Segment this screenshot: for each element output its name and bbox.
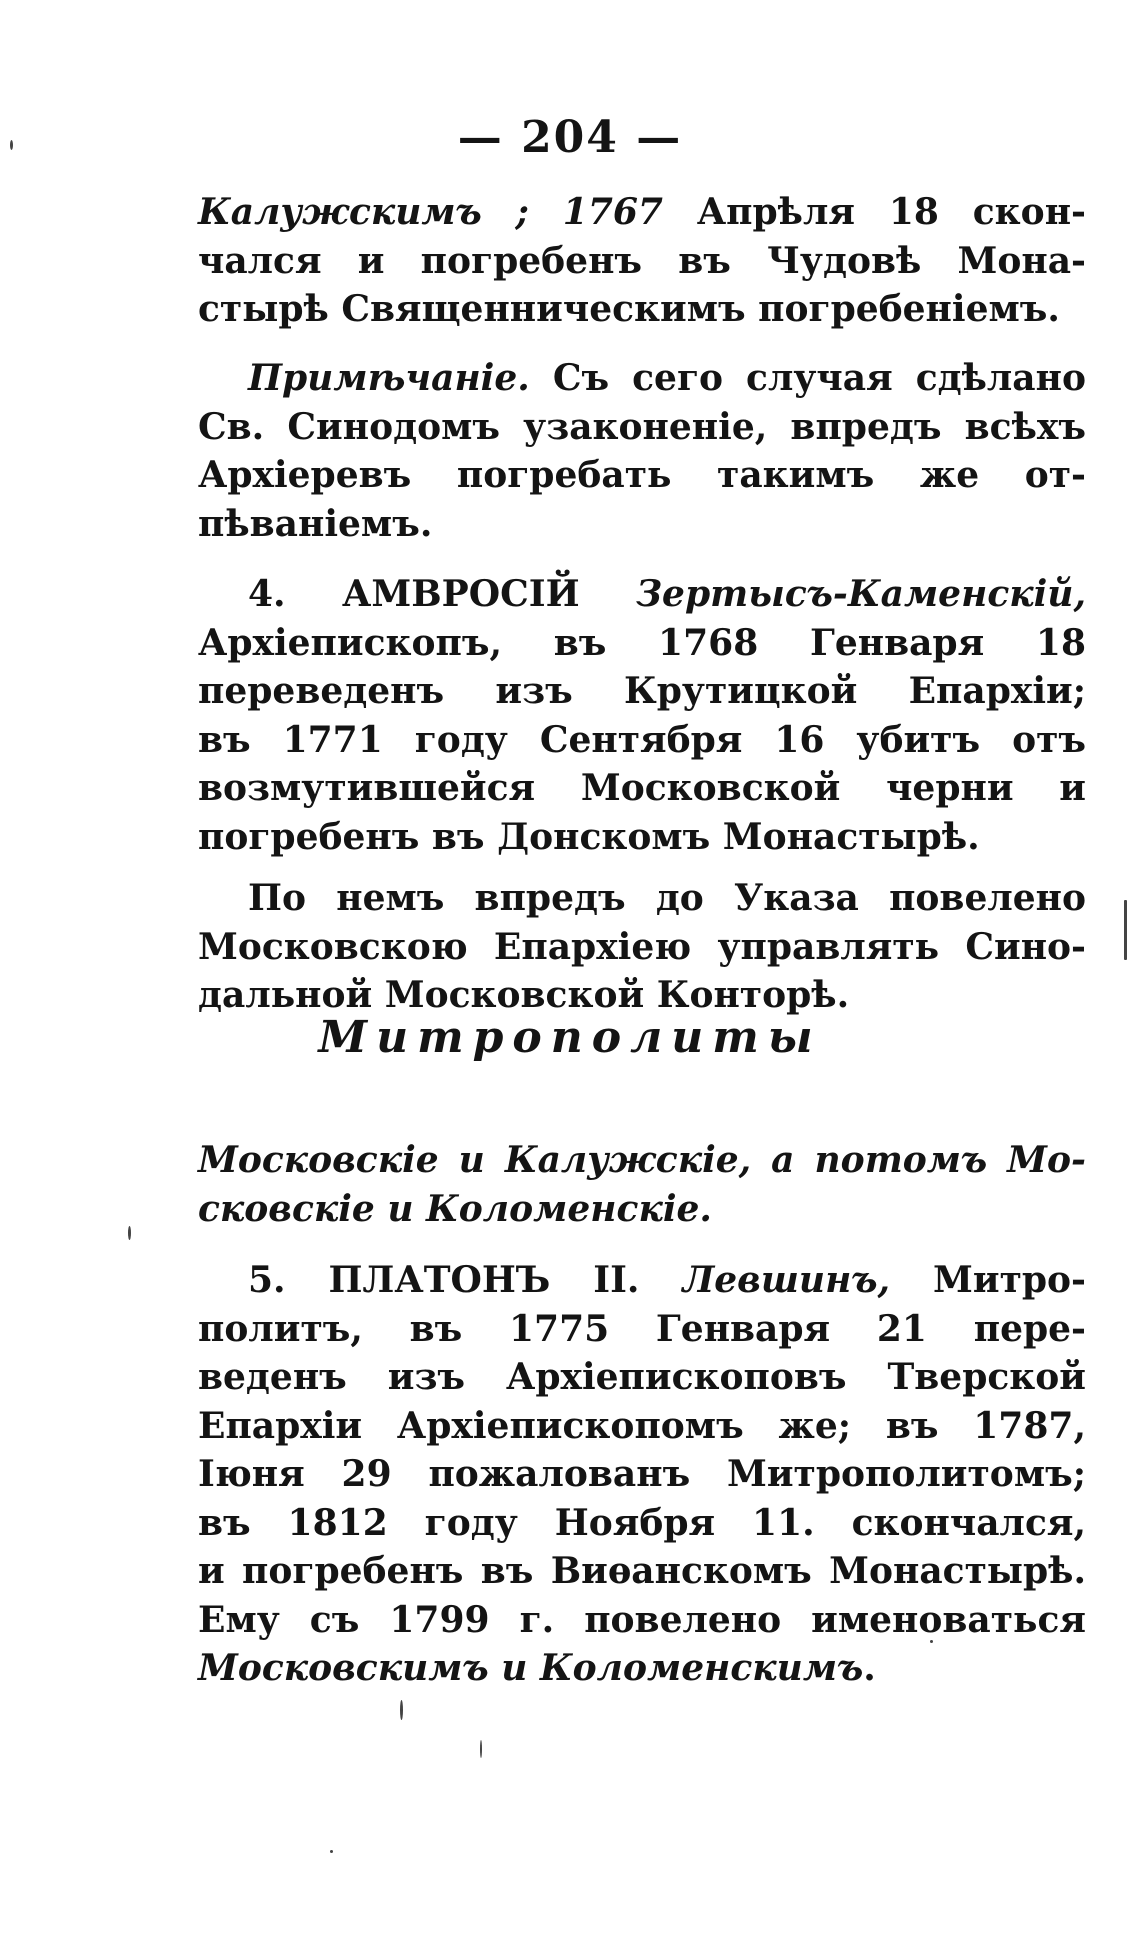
- text-line: По немъ впредъ до Указа повелено: [248, 877, 1086, 919]
- text-line: [198, 1256, 1086, 1305]
- italic-text: Московскимъ и Коломенскимъ: [198, 1647, 864, 1689]
- text-line: въ 1771 году Сентября 16 убитъ отъ: [198, 718, 1086, 761]
- text-line: чался и погребенъ въ Чудовѣ Мона-: [198, 239, 1086, 282]
- scan-speck: [400, 1700, 403, 1720]
- text-line: дальной Московской Конторѣ.: [198, 974, 850, 1016]
- line-text: .: [863, 1647, 876, 1689]
- text-line: [198, 1644, 1086, 1693]
- text-line: стырѣ Священническимъ погребеніемъ.: [198, 288, 1060, 330]
- text-line: погребенъ въ Донскомъ Монастырѣ.: [198, 815, 980, 858]
- text-line: пѣваніемъ.: [198, 502, 433, 545]
- italic-text: Зертысъ-Каменскій,: [636, 573, 1086, 615]
- text-line: политъ, въ 1775 Генваря 21 пере-: [198, 1307, 1086, 1350]
- scan-speck: [930, 1640, 933, 1643]
- text-line: Архіеревъ погребать такимъ же от-: [198, 454, 1086, 496]
- text-line: Епархіи Архіепископомъ же; въ 1787,: [198, 1404, 1086, 1447]
- text-line: [198, 188, 1086, 237]
- text-line: сковскіе и Коломенскіе.: [198, 1187, 712, 1230]
- text-line: возмутившейся Московской черни и: [198, 767, 1086, 809]
- text-line: Ему съ 1799 г. повелено именоваться: [198, 1598, 1086, 1641]
- italic-text: Калужскимъ ; 1767: [198, 191, 663, 233]
- paragraph-platon: [198, 1256, 1086, 1693]
- text-line: переведенъ изъ Крутицкой Епархіи;: [198, 670, 1086, 712]
- scan-speck: [128, 1226, 131, 1240]
- paragraph-kaluzhskim: [198, 188, 1086, 334]
- scan-speck: [480, 1740, 482, 1758]
- line-text: Апрѣля 18 скон-: [696, 191, 1086, 233]
- text-line: Московскою Епархіею управлять Сино-: [198, 925, 1086, 968]
- line-text: 5. ПЛАТОНЪ II.: [248, 1259, 640, 1301]
- text-line: Архіепископъ, въ 1768 Генваря 18: [198, 621, 1086, 664]
- scan-speck: [1124, 900, 1127, 960]
- line-text: Съ сего случая сдѣлано: [552, 357, 1086, 399]
- scan-speck: [330, 1850, 333, 1853]
- line-text: 4. АМВРОСІЙ: [248, 573, 580, 615]
- italic-text: Левшинъ,: [682, 1259, 891, 1301]
- text-line: Московскіе и Калужскіе, а потомъ Мо-: [198, 1139, 1086, 1181]
- text-line: Іюня 29 пожалованъ Митрополитомъ;: [198, 1453, 1086, 1495]
- text-line: Св. Синодомъ узаконеніе, впредъ всѣхъ: [198, 405, 1086, 448]
- text-line: и погребенъ въ Виѳанскомъ Монастырѣ.: [198, 1550, 1086, 1592]
- text-line: [198, 570, 1086, 619]
- text-line: веденъ изъ Архіепископовъ Тверской: [198, 1356, 1086, 1398]
- section-heading: Митрополиты: [318, 1012, 822, 1063]
- line-text: Митро-: [933, 1259, 1086, 1301]
- italic-text: Примѣчаніе.: [248, 357, 530, 399]
- paragraph-amvrosiy: [198, 570, 1086, 861]
- page-number: — 204 —: [457, 112, 683, 163]
- paragraph-note: [198, 354, 1086, 548]
- text-line: [198, 354, 1086, 403]
- scan-speck: [10, 140, 13, 150]
- text-line: въ 1812 году Ноября 11. скончался,: [198, 1501, 1086, 1544]
- section-subheading: [198, 1136, 1086, 1233]
- paragraph-administration: [198, 874, 1086, 1020]
